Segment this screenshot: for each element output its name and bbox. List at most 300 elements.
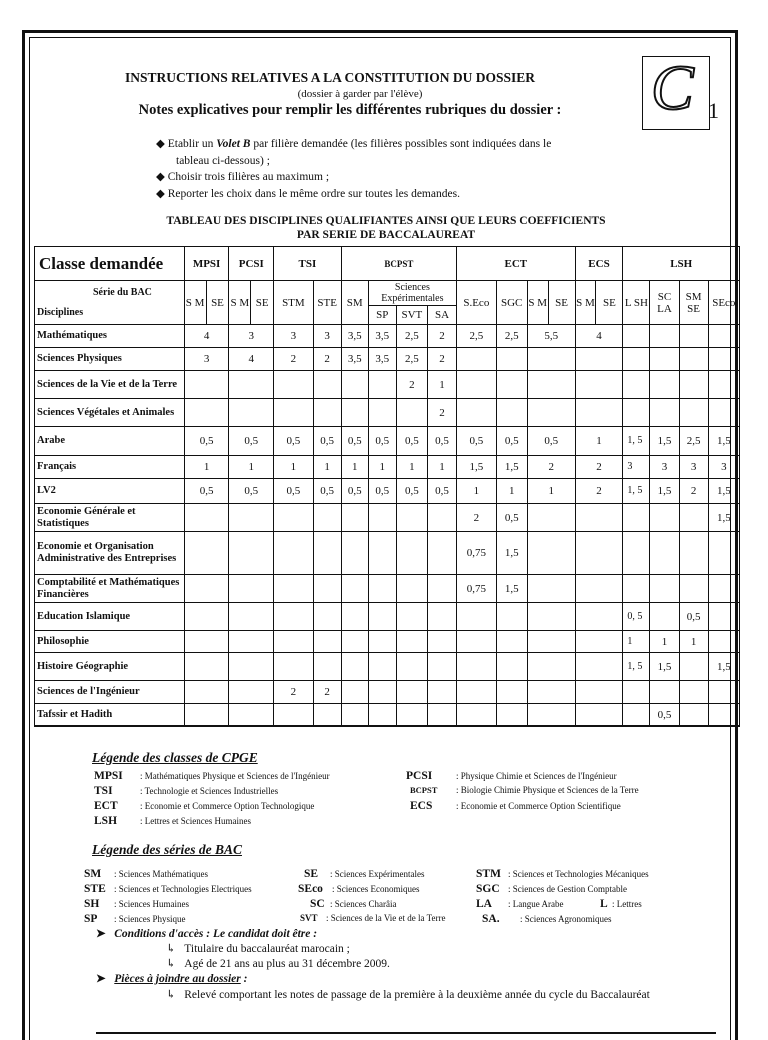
coefficient-cell: [650, 575, 679, 603]
coefficient-cell: [679, 325, 708, 348]
legend-ecs: ECS : Economie et Commerce Option Scientifique: [410, 800, 621, 812]
class-lsh: LSH: [623, 247, 740, 281]
coefficient-cell: 0,5: [650, 704, 679, 727]
coefficient-cell: 4: [184, 325, 229, 348]
legend-la: LA : Langue Arabe: [476, 898, 564, 910]
table-row: [35, 575, 740, 603]
serie-seco: SEco: [708, 281, 739, 325]
coefficient-cell: [427, 603, 456, 631]
coefficient-cell: [708, 399, 739, 427]
coefficient-cell: [229, 653, 274, 681]
coefficient-cell: [575, 575, 623, 603]
coefficient-cell: [274, 631, 314, 653]
coefficient-cell: [679, 504, 708, 532]
coefficient-cell: [650, 348, 679, 371]
discipline-name: Histoire Géographie: [35, 653, 185, 681]
coefficient-cell: 3,5: [368, 325, 396, 348]
coefficient-cell: [229, 603, 274, 631]
classe-demandee-label: Classe demandée: [35, 247, 185, 281]
table-row: [35, 427, 740, 456]
legend-svt: SVT : Sciences de la Vie et de la Terre: [300, 913, 446, 923]
sciences-experimentales-header: Sciences Expérimentales: [368, 281, 456, 306]
coefficient-cell: 0,5: [274, 427, 314, 456]
legend-series-title: Légende des séries de BAC: [92, 842, 242, 857]
coefficient-cell: [229, 681, 274, 704]
coefficient-cell: 1: [427, 456, 456, 479]
discipline-name: Philosophie: [35, 631, 185, 653]
serie-sc-la: SC LA: [650, 281, 679, 325]
coefficient-cell: [396, 631, 427, 653]
coefficient-cell: 2: [313, 348, 341, 371]
serie-sm: S M: [229, 281, 251, 325]
coefficient-cell: [274, 371, 314, 399]
coefficient-cell: 1,5: [457, 456, 497, 479]
table-row: [35, 399, 740, 427]
coefficient-cell: [575, 631, 623, 653]
table-row: [35, 479, 740, 504]
coefficient-cell: 3,5: [368, 348, 396, 371]
coefficient-cell: [368, 704, 396, 727]
coefficient-cell: [623, 399, 650, 427]
coefficient-cell: 0,5: [527, 427, 575, 456]
coefficient-cell: [313, 532, 341, 575]
coefficient-cell: [229, 575, 274, 603]
coefficient-cell: [708, 371, 739, 399]
coefficient-cell: 1,5: [650, 479, 679, 504]
coefficient-cell: [457, 704, 497, 727]
coefficient-cell: [527, 348, 575, 371]
coefficient-cell: [184, 681, 229, 704]
legend-mpsi: MPSI : Mathématiques Physique et Sciences de l'Ingénieur: [94, 770, 330, 782]
coefficient-cell: 1: [679, 631, 708, 653]
coefficient-cell: [396, 532, 427, 575]
coefficient-cell: [184, 371, 229, 399]
coefficient-cell: [368, 532, 396, 575]
page-title: INSTRUCTIONS RELATIVES A LA CONSTITUTION DU DOSSIER: [124, 70, 536, 85]
coefficient-cell: [650, 532, 679, 575]
coefficient-cell: 3,5: [341, 348, 368, 371]
class-ecs: ECS: [575, 247, 623, 281]
coefficient-cell: [229, 631, 274, 653]
legend-sp: SP : Sciences Physique: [84, 913, 186, 925]
table-row: [35, 631, 740, 653]
coefficient-cell: [396, 704, 427, 727]
coefficient-cell: [457, 603, 497, 631]
legend-tsi: TSI : Technologie et Sciences Industrielles: [94, 785, 279, 797]
coefficient-cell: [427, 575, 456, 603]
coefficient-cell: [341, 603, 368, 631]
coefficient-cell: [427, 631, 456, 653]
coefficient-cell: [623, 504, 650, 532]
coefficient-cell: [679, 704, 708, 727]
coefficient-cell: [527, 681, 575, 704]
coefficient-cell: 1, 5: [623, 427, 650, 456]
coefficient-cell: [184, 603, 229, 631]
coefficient-cell: [496, 371, 527, 399]
coefficient-cell: 2: [396, 371, 427, 399]
coefficient-cell: [527, 504, 575, 532]
legend-sgc: SGC : Sciences de Gestion Comptable: [476, 883, 627, 895]
coefficient-cell: [457, 348, 497, 371]
coefficient-cell: 0,5: [313, 427, 341, 456]
class-pcsi: PCSI: [229, 247, 274, 281]
coefficient-cell: [313, 399, 341, 427]
table-row: [35, 325, 740, 348]
legend-sc: SC : Sciences Charâia: [310, 898, 397, 910]
discipline-name: Arabe: [35, 427, 185, 456]
coefficient-cell: [496, 603, 527, 631]
coefficient-cell: [650, 371, 679, 399]
coefficient-cell: [341, 371, 368, 399]
coefficient-cell: [527, 575, 575, 603]
coefficient-cell: [496, 653, 527, 681]
coefficient-cell: [708, 704, 739, 727]
coefficient-cell: 3: [708, 456, 739, 479]
coefficient-cell: 0,5: [457, 427, 497, 456]
coefficient-cell: [427, 704, 456, 727]
coefficient-cell: 0,5: [313, 479, 341, 504]
coefficient-cell: [457, 653, 497, 681]
page-subtitle: (dossier à garder par l'élève): [297, 88, 423, 100]
coefficient-cell: [708, 681, 739, 704]
coefficient-cell: 2,5: [496, 325, 527, 348]
coefficient-cell: [229, 399, 274, 427]
coefficient-cell: [274, 653, 314, 681]
pieces-item: ↳ Relevé comportant les notes de passage de la première à la deuxième année du cycle du Baccalauréat: [166, 989, 650, 1001]
coefficient-cell: 1, 5: [623, 479, 650, 504]
coefficient-cell: 3: [623, 456, 650, 479]
coefficient-cell: [527, 371, 575, 399]
discipline-name: Sciences de l'Ingénieur: [35, 681, 185, 704]
coefficient-cell: 0,5: [229, 427, 274, 456]
coefficient-cell: [184, 653, 229, 681]
coefficient-cell: [457, 631, 497, 653]
table-row: [35, 603, 740, 631]
table-row: [35, 348, 740, 371]
discipline-name: Comptabilité et Mathématiques Financières: [35, 575, 185, 603]
coefficient-cell: [650, 399, 679, 427]
discipline-name: Sciences Physiques: [35, 348, 185, 371]
coefficient-cell: 1,5: [708, 504, 739, 532]
coefficient-cell: 1: [623, 631, 650, 653]
coefficient-cell: 2: [457, 504, 497, 532]
coefficient-cell: [313, 371, 341, 399]
coefficient-cell: [274, 532, 314, 575]
coefficient-cell: [623, 325, 650, 348]
coefficient-cell: [184, 532, 229, 575]
coefficient-cell: 4: [575, 325, 623, 348]
coefficient-cell: 5,5: [527, 325, 575, 348]
coefficient-cell: [229, 504, 274, 532]
coefficient-cell: 2: [527, 456, 575, 479]
serie-stm: STM: [274, 281, 314, 325]
coefficient-cell: 2: [427, 325, 456, 348]
coefficient-cell: 2: [313, 681, 341, 704]
coefficient-cell: [623, 704, 650, 727]
coefficient-cell: [274, 399, 314, 427]
coefficient-cell: 1, 5: [623, 653, 650, 681]
discipline-name: Sciences Végétales et Animales: [35, 399, 185, 427]
coefficient-cell: [396, 603, 427, 631]
coefficient-cell: [184, 399, 229, 427]
coefficient-cell: [575, 371, 623, 399]
coefficient-cell: 0,5: [229, 479, 274, 504]
coefficient-cell: 1,5: [650, 427, 679, 456]
document-frame: [22, 30, 738, 1040]
coefficient-cell: 2,5: [457, 325, 497, 348]
coefficient-cell: [650, 603, 679, 631]
coefficient-cell: 1,5: [496, 532, 527, 575]
coefficient-cell: 0,5: [341, 479, 368, 504]
coefficient-cell: 2: [575, 456, 623, 479]
coefficient-cell: [313, 704, 341, 727]
coefficient-cell: [341, 681, 368, 704]
serie-svt: SVT: [396, 306, 427, 325]
coefficient-cell: [575, 532, 623, 575]
coefficient-cell: [575, 504, 623, 532]
legend-seco: SEco : Sciences Economiques: [298, 883, 420, 895]
coefficient-cell: [368, 631, 396, 653]
legend-l: L : Lettres: [600, 898, 642, 910]
coefficient-cell: [650, 681, 679, 704]
coefficient-cell: [575, 348, 623, 371]
table-title: TABLEAU DES DISCIPLINES QUALIFIANTES AINSI QUE LEURS COEFFICIENTS PAR SERIE DE BACCALAUREAT: [166, 215, 606, 241]
coefficient-cell: 1: [396, 456, 427, 479]
coefficient-cell: 0,5: [396, 479, 427, 504]
document-inner-border: [29, 37, 736, 1040]
legend-sh: SH : Sciences Humaines: [84, 898, 189, 910]
coefficient-cell: [396, 504, 427, 532]
notes-heading: Notes explicatives pour remplir les différentes rubriques du dossier :: [138, 102, 562, 118]
table-row: [35, 653, 740, 681]
coefficient-cell: [229, 532, 274, 575]
coefficient-cell: 0, 5: [623, 603, 650, 631]
coefficient-cell: [368, 653, 396, 681]
coefficient-cell: [184, 631, 229, 653]
coefficient-cell: [427, 653, 456, 681]
coefficient-cell: [650, 504, 679, 532]
coefficient-cell: [274, 504, 314, 532]
coefficient-cell: [457, 681, 497, 704]
coefficient-cell: 1: [341, 456, 368, 479]
legend-ste: STE : Sciences et Technologies Electriques: [84, 883, 252, 895]
legend-classes-title: Légende des classes de CPGE: [92, 750, 258, 765]
coefficient-cell: [341, 704, 368, 727]
coefficient-cell: 3,5: [341, 325, 368, 348]
serie-ste: STE: [313, 281, 341, 325]
discipline-name: Tafssir et Hadith: [35, 704, 185, 727]
serie-se: SE: [251, 281, 274, 325]
serie-se: SE: [548, 281, 575, 325]
coefficient-cell: [427, 681, 456, 704]
legend-se: SE : Sciences Expérimentales: [304, 868, 425, 880]
coefficient-cell: [650, 325, 679, 348]
coefficient-cell: [496, 681, 527, 704]
coefficient-cell: 1: [527, 479, 575, 504]
coefficient-cell: [679, 681, 708, 704]
coefficient-cell: [368, 504, 396, 532]
coefficient-cell: 1: [274, 456, 314, 479]
coefficient-cell: 1: [496, 479, 527, 504]
coefficient-cell: [679, 532, 708, 575]
condition-item: ↳ Titulaire du baccalauréat marocain ;: [166, 943, 350, 955]
coefficient-cell: 2,5: [396, 325, 427, 348]
coefficient-cell: [341, 575, 368, 603]
coefficient-cell: [396, 681, 427, 704]
table-row: [35, 456, 740, 479]
instruction-item: ◆ Reporter les choix dans le même ordre sur toutes les demandes.: [156, 187, 460, 200]
coefficient-cell: 1: [368, 456, 396, 479]
coefficient-cell: [229, 371, 274, 399]
discipline-name: Sciences de la Vie et de la Terre: [35, 371, 185, 399]
coefficient-cell: 2,5: [396, 348, 427, 371]
coefficient-cell: 1,5: [650, 653, 679, 681]
instruction-list: [156, 136, 676, 202]
coefficient-cell: 1: [575, 427, 623, 456]
coefficient-cell: [496, 399, 527, 427]
coefficient-cell: [274, 704, 314, 727]
coefficient-cell: [679, 348, 708, 371]
coefficient-cell: [708, 631, 739, 653]
coefficient-cell: [368, 603, 396, 631]
serie-sm: SM: [341, 281, 368, 325]
serie-se: SE: [206, 281, 229, 325]
coefficient-cell: [313, 504, 341, 532]
coefficient-cell: 0,5: [496, 427, 527, 456]
coefficient-cell: [368, 399, 396, 427]
coefficient-cell: [313, 575, 341, 603]
coefficient-cell: [575, 681, 623, 704]
legend-sm: SM : Sciences Mathématiques: [84, 868, 208, 880]
instruction-item: ◆ Choisir trois filières au maximum ;: [156, 171, 330, 183]
coefficient-cell: 1,5: [708, 653, 739, 681]
coefficient-cell: [184, 575, 229, 603]
coefficient-cell: 0,5: [427, 479, 456, 504]
legend-ect: ECT : Economie et Commerce Option Technologique: [94, 800, 315, 812]
coefficient-cell: [368, 575, 396, 603]
serie-s-eco: S.Eco: [457, 281, 497, 325]
coefficient-cell: [575, 603, 623, 631]
serie-sm: S M: [575, 281, 596, 325]
instruction-item: ◆ Etablir un Volet B par filière demandée (les filières possibles sont indiquées dans le: [156, 138, 552, 150]
table-row: [35, 704, 740, 727]
serie-sgc: SGC: [496, 281, 527, 325]
coefficient-cell: 3: [184, 348, 229, 371]
coefficient-cell: [341, 399, 368, 427]
legend-sa: SA. : Sciences Agronomiques: [482, 913, 612, 925]
coefficient-cell: [527, 532, 575, 575]
serie-l-sh: L SH: [623, 281, 650, 325]
pointing-arrow-icon: ↳: [166, 989, 176, 1001]
coefficient-cell: [184, 504, 229, 532]
coefficient-cell: [623, 681, 650, 704]
coefficient-cell: 1: [229, 456, 274, 479]
coefficient-cell: [623, 348, 650, 371]
coefficient-cell: [527, 704, 575, 727]
coefficient-cell: 3: [229, 325, 274, 348]
class-bcpst: BCPST: [341, 247, 456, 281]
coefficient-cell: [623, 532, 650, 575]
coefficient-cell: [679, 653, 708, 681]
coefficient-cell: 0,5: [496, 504, 527, 532]
class-ect: ECT: [457, 247, 576, 281]
coefficient-cell: [368, 371, 396, 399]
legend-pcsi: PCSI : Physique Chimie et Sciences de l'Ingénieur: [406, 770, 617, 782]
coefficient-cell: [427, 532, 456, 575]
coefficient-cell: [527, 631, 575, 653]
coefficient-cell: [623, 575, 650, 603]
coefficient-cell: [184, 704, 229, 727]
coefficient-cell: 0,5: [368, 479, 396, 504]
coefficient-cell: [368, 681, 396, 704]
coefficient-cell: 2,5: [679, 427, 708, 456]
table-row: [35, 504, 740, 532]
coefficient-cell: 0,5: [184, 427, 229, 456]
coefficient-cell: [527, 399, 575, 427]
coefficient-cell: 0,5: [679, 603, 708, 631]
coefficient-cell: [575, 653, 623, 681]
legend-lsh: LSH : Lettres et Sciences Humaines: [94, 815, 251, 827]
discipline-name: Economie et Organisation Administrative des Entreprises: [35, 532, 185, 575]
coefficient-cell: [341, 631, 368, 653]
pieces-heading: ➤ Pièces à joindre au dossier :: [96, 973, 248, 985]
coefficient-cell: [679, 575, 708, 603]
section-badge: [642, 52, 710, 130]
serie-sm: S M: [184, 281, 206, 325]
coefficient-cell: [341, 653, 368, 681]
coefficient-cell: [396, 575, 427, 603]
coefficient-cell: 0,75: [457, 532, 497, 575]
table-row: [35, 532, 740, 575]
coefficient-cell: [396, 399, 427, 427]
coefficient-cell: 0,5: [427, 427, 456, 456]
coefficient-cell: [427, 504, 456, 532]
coefficient-cell: 0,5: [184, 479, 229, 504]
coefficient-cell: [229, 704, 274, 727]
coefficient-cell: [527, 653, 575, 681]
coefficient-cell: 0,5: [396, 427, 427, 456]
table-row: [35, 681, 740, 704]
coefficient-cell: [341, 532, 368, 575]
coefficient-cell: 1,5: [708, 479, 739, 504]
coefficient-cell: [527, 603, 575, 631]
coefficient-cell: 3: [650, 456, 679, 479]
coefficient-cell: 2: [679, 479, 708, 504]
coefficient-cell: 3: [313, 325, 341, 348]
coefficient-cell: 4: [229, 348, 274, 371]
coefficients-table: [34, 246, 740, 727]
pointing-arrow-icon: ↳: [166, 958, 176, 970]
coefficient-cell: [496, 631, 527, 653]
coefficient-cell: [575, 704, 623, 727]
coefficient-cell: [708, 603, 739, 631]
badge-number: 1: [708, 98, 719, 123]
coefficient-cell: 0,5: [341, 427, 368, 456]
coefficient-cell: 2: [575, 479, 623, 504]
class-tsi: TSI: [274, 247, 342, 281]
coefficient-cell: 1,5: [496, 575, 527, 603]
arrow-icon: ➤: [96, 973, 106, 985]
coefficient-cell: [496, 348, 527, 371]
bottom-divider: [96, 1032, 716, 1034]
coefficient-cell: [313, 653, 341, 681]
coefficient-cell: [623, 371, 650, 399]
coefficient-cell: 1: [650, 631, 679, 653]
discipline-name: Education Islamique: [35, 603, 185, 631]
coefficient-cell: 1,5: [496, 456, 527, 479]
serie-se: SE: [596, 281, 623, 325]
table-row: [35, 371, 740, 399]
